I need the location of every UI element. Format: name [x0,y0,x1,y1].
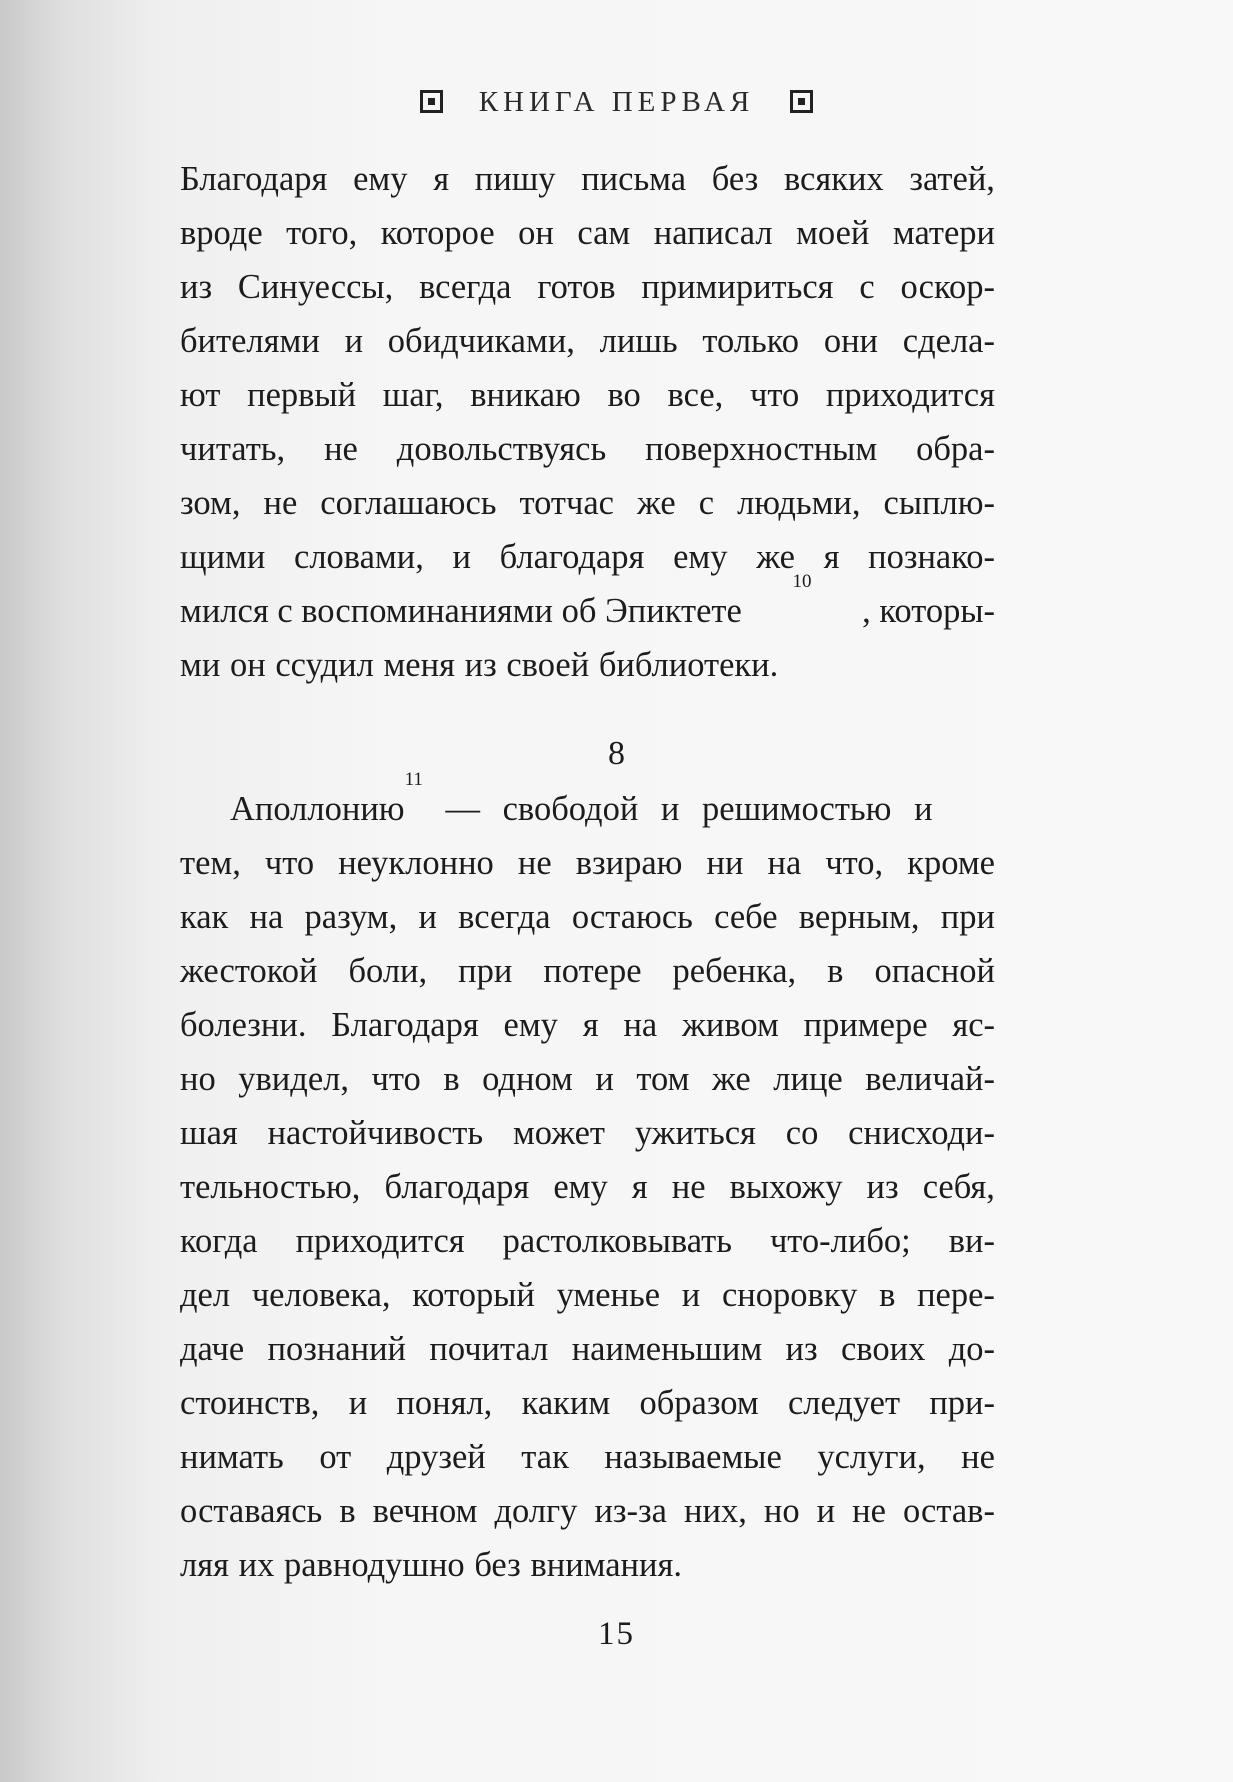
word: библиотеки. [598,646,779,684]
word: которое [380,214,495,252]
word: примириться [641,268,834,306]
word: образом [639,1384,759,1422]
word: неуклонно [338,844,494,882]
text-fragment: Аполлонию [230,790,405,828]
word: когда [180,1222,258,1260]
word: оскор- [900,268,995,306]
word: ми [180,646,221,684]
word: ему [353,160,408,198]
word: познако- [868,538,995,576]
word: из [180,268,213,306]
text-fragment: мился с воспоминаниями об Эпиктете [180,592,742,630]
word: них, [684,1492,747,1530]
word: пере- [917,1276,995,1314]
paragraph-2 [180,769,995,1592]
text-line [180,1430,995,1484]
word: не [517,844,552,882]
word: довольствуясь [396,430,607,468]
word: примере [803,1006,928,1044]
word: Благодаря [331,1006,479,1044]
word: с [698,484,715,522]
word: и [418,898,437,936]
word: меня [383,646,455,684]
word: тем, [180,844,241,882]
word: не [263,484,298,522]
word: с [859,268,875,306]
text-line [180,1538,995,1592]
word: что-либо; [769,1222,911,1260]
footnote-ref-11: 11 [404,769,423,790]
word: ужиться [634,1114,756,1152]
word: ребенка, [672,952,797,990]
text-line [180,530,995,584]
text-line-footnote [180,769,995,836]
text-line [180,1160,995,1214]
word: увидел, [238,1060,349,1098]
word: не [852,1492,886,1530]
text-line [180,1106,995,1160]
word: из [866,1168,899,1206]
word: что [749,376,800,414]
word: он [229,646,266,684]
word: моей [796,214,870,252]
text-line [180,476,995,530]
word: всегда [458,898,551,936]
word: и [816,1492,836,1530]
word: на [767,844,802,882]
word: каким [521,1384,611,1422]
word: своих [840,1330,926,1368]
word: растолковывать [502,1222,732,1260]
word: внимания. [530,1546,682,1584]
word: друзей [386,1438,486,1476]
word: ют [180,376,221,414]
text-fragment: — свободой и решимостью и [422,790,933,828]
word: стоинств, [180,1384,320,1422]
text-line [180,1376,995,1430]
word: бителями [180,322,320,360]
text-line [180,1484,995,1538]
word: не [961,1438,995,1476]
text-line [180,998,995,1052]
word: Синуессы, [237,268,394,306]
word: человека, [251,1276,391,1314]
word: благодаря [499,538,645,576]
word: снисходи- [848,1114,995,1152]
section-number: 8 [608,735,625,772]
word: читать, [180,430,286,468]
word: приходится [295,1222,465,1260]
word: сноровку [721,1276,858,1314]
word: лишь [599,322,678,360]
word: сыплю- [883,484,995,522]
word: боли, [348,952,428,990]
ornament-right-icon [790,90,813,113]
word: во [607,376,641,414]
word: из [785,1330,818,1368]
word: величай- [865,1060,995,1098]
word: остаюсь [571,898,693,936]
word: поверхностным [645,430,878,468]
word: я [582,1006,599,1044]
word: я [823,538,840,576]
word: настойчивость [267,1114,484,1152]
word: равнодушно [284,1546,465,1584]
word: ляя [180,1546,229,1584]
word: не [671,1168,706,1206]
word: их [238,1546,275,1584]
word: разум, [304,898,398,936]
word: даче [180,1330,245,1368]
word: в [879,1276,896,1314]
footnote-ref-10: 10 [792,571,812,592]
word: все, [667,376,724,414]
word: сам [577,214,631,252]
text-line [180,890,995,944]
word: я [433,160,450,198]
word: живом [682,1006,779,1044]
word: понял, [396,1384,493,1422]
text-line [180,944,995,998]
word: при [940,898,995,936]
word: вроде [180,214,263,252]
text-line [180,422,995,476]
word: но [763,1492,800,1530]
word: может [512,1114,605,1152]
word: что [371,1060,421,1098]
word: всяких [783,160,884,198]
word: до- [948,1330,995,1368]
text-line [180,368,995,422]
word: лице [773,1060,843,1098]
text-line [180,260,995,314]
running-header [0,86,1233,119]
word: наименьшим [571,1330,763,1368]
word: себе [714,898,778,936]
text-line-footnote [180,571,995,638]
word: щими [180,538,266,576]
word: дел [180,1276,231,1314]
word: Благодаря [180,160,328,198]
word: же [756,538,795,576]
word: называемые [604,1438,782,1476]
word: я [631,1168,648,1206]
word: шая [180,1114,238,1152]
text-line [180,836,995,890]
word: тотчас [519,484,614,522]
text-line [180,1214,995,1268]
word: пишу [474,160,556,198]
word: своей [506,646,590,684]
word: людьми, [737,484,861,522]
word: в [339,1492,356,1530]
word: соглашаюсь [320,484,497,522]
word: следует [787,1384,901,1422]
word: ссудил [275,646,374,684]
word: же [712,1060,751,1098]
word: что [264,844,315,882]
word: и [344,322,364,360]
word: от [319,1438,352,1476]
paragraph-1 [180,152,995,692]
text-fragment: , которы- [862,592,995,630]
ornament-left-icon [420,90,443,113]
word: не [324,430,358,468]
header-title: КНИГА ПЕРВАЯ [478,86,755,118]
page-number: 15 [598,1616,635,1652]
word: остав- [902,1492,995,1530]
word: болезни. [180,1006,307,1044]
word: и [348,1384,368,1422]
word: жестокой [180,952,318,990]
word: готов [537,268,616,306]
word: без [711,160,759,198]
text-line [180,1268,995,1322]
word: матери [892,214,995,252]
word: опасной [874,952,995,990]
word: и [595,1060,614,1098]
word: они [823,322,879,360]
word: зом, [180,484,241,522]
word: как [180,898,229,936]
word: оставаясь [180,1492,323,1530]
word: только [702,322,800,360]
text-line [180,314,995,368]
text-line [180,638,995,692]
word: первый [247,376,357,414]
word: же [637,484,676,522]
word: всегда [419,268,512,306]
word: затей, [909,160,995,198]
word: и [452,538,471,576]
word: потере [543,952,642,990]
word: шаг, [382,376,444,414]
word: сдела- [902,322,995,360]
word: уменье [556,1276,661,1314]
text-line [180,1052,995,1106]
word: тельностью, [180,1168,361,1206]
word: в [443,1060,460,1098]
word: благодаря [384,1168,530,1206]
word: в [827,952,844,990]
word: обидчиками, [387,322,575,360]
text-line [180,206,995,260]
text-line [180,1322,995,1376]
word: он [518,214,554,252]
word: кроме [907,844,995,882]
word: ему [503,1006,558,1044]
word: яс- [952,1006,995,1044]
word: себя, [922,1168,995,1206]
word: так [521,1438,569,1476]
word: словами, [294,538,424,576]
word: на [249,898,284,936]
word: вечном [372,1492,478,1530]
word: долгу [494,1492,578,1530]
word: без [474,1546,521,1584]
word: вникаю [470,376,581,414]
text-line [180,152,995,206]
word: выхожу [729,1168,843,1206]
word: почитал [429,1330,549,1368]
word: но [180,1060,216,1098]
word: из [464,646,497,684]
word: и [681,1276,701,1314]
word: при [458,952,513,990]
word: ви- [948,1222,995,1260]
word: обра- [916,430,995,468]
word: услуги, [817,1438,926,1476]
word: взираю [575,844,683,882]
word: познаний [267,1330,407,1368]
word: письма [581,160,687,198]
word: который [412,1276,535,1314]
word: приходится [825,376,995,414]
word: одном [482,1060,573,1098]
word: ему [673,538,728,576]
word: на [623,1006,658,1044]
word: нимать [180,1438,284,1476]
word: что, [825,844,884,882]
word: верным, [798,898,920,936]
word: ему [553,1168,608,1206]
word: написал [653,214,773,252]
word: со [785,1114,819,1152]
word: том [636,1060,690,1098]
word: того, [286,214,358,252]
word: при- [929,1384,995,1422]
word: ни [706,844,744,882]
word: из-за [594,1492,667,1530]
